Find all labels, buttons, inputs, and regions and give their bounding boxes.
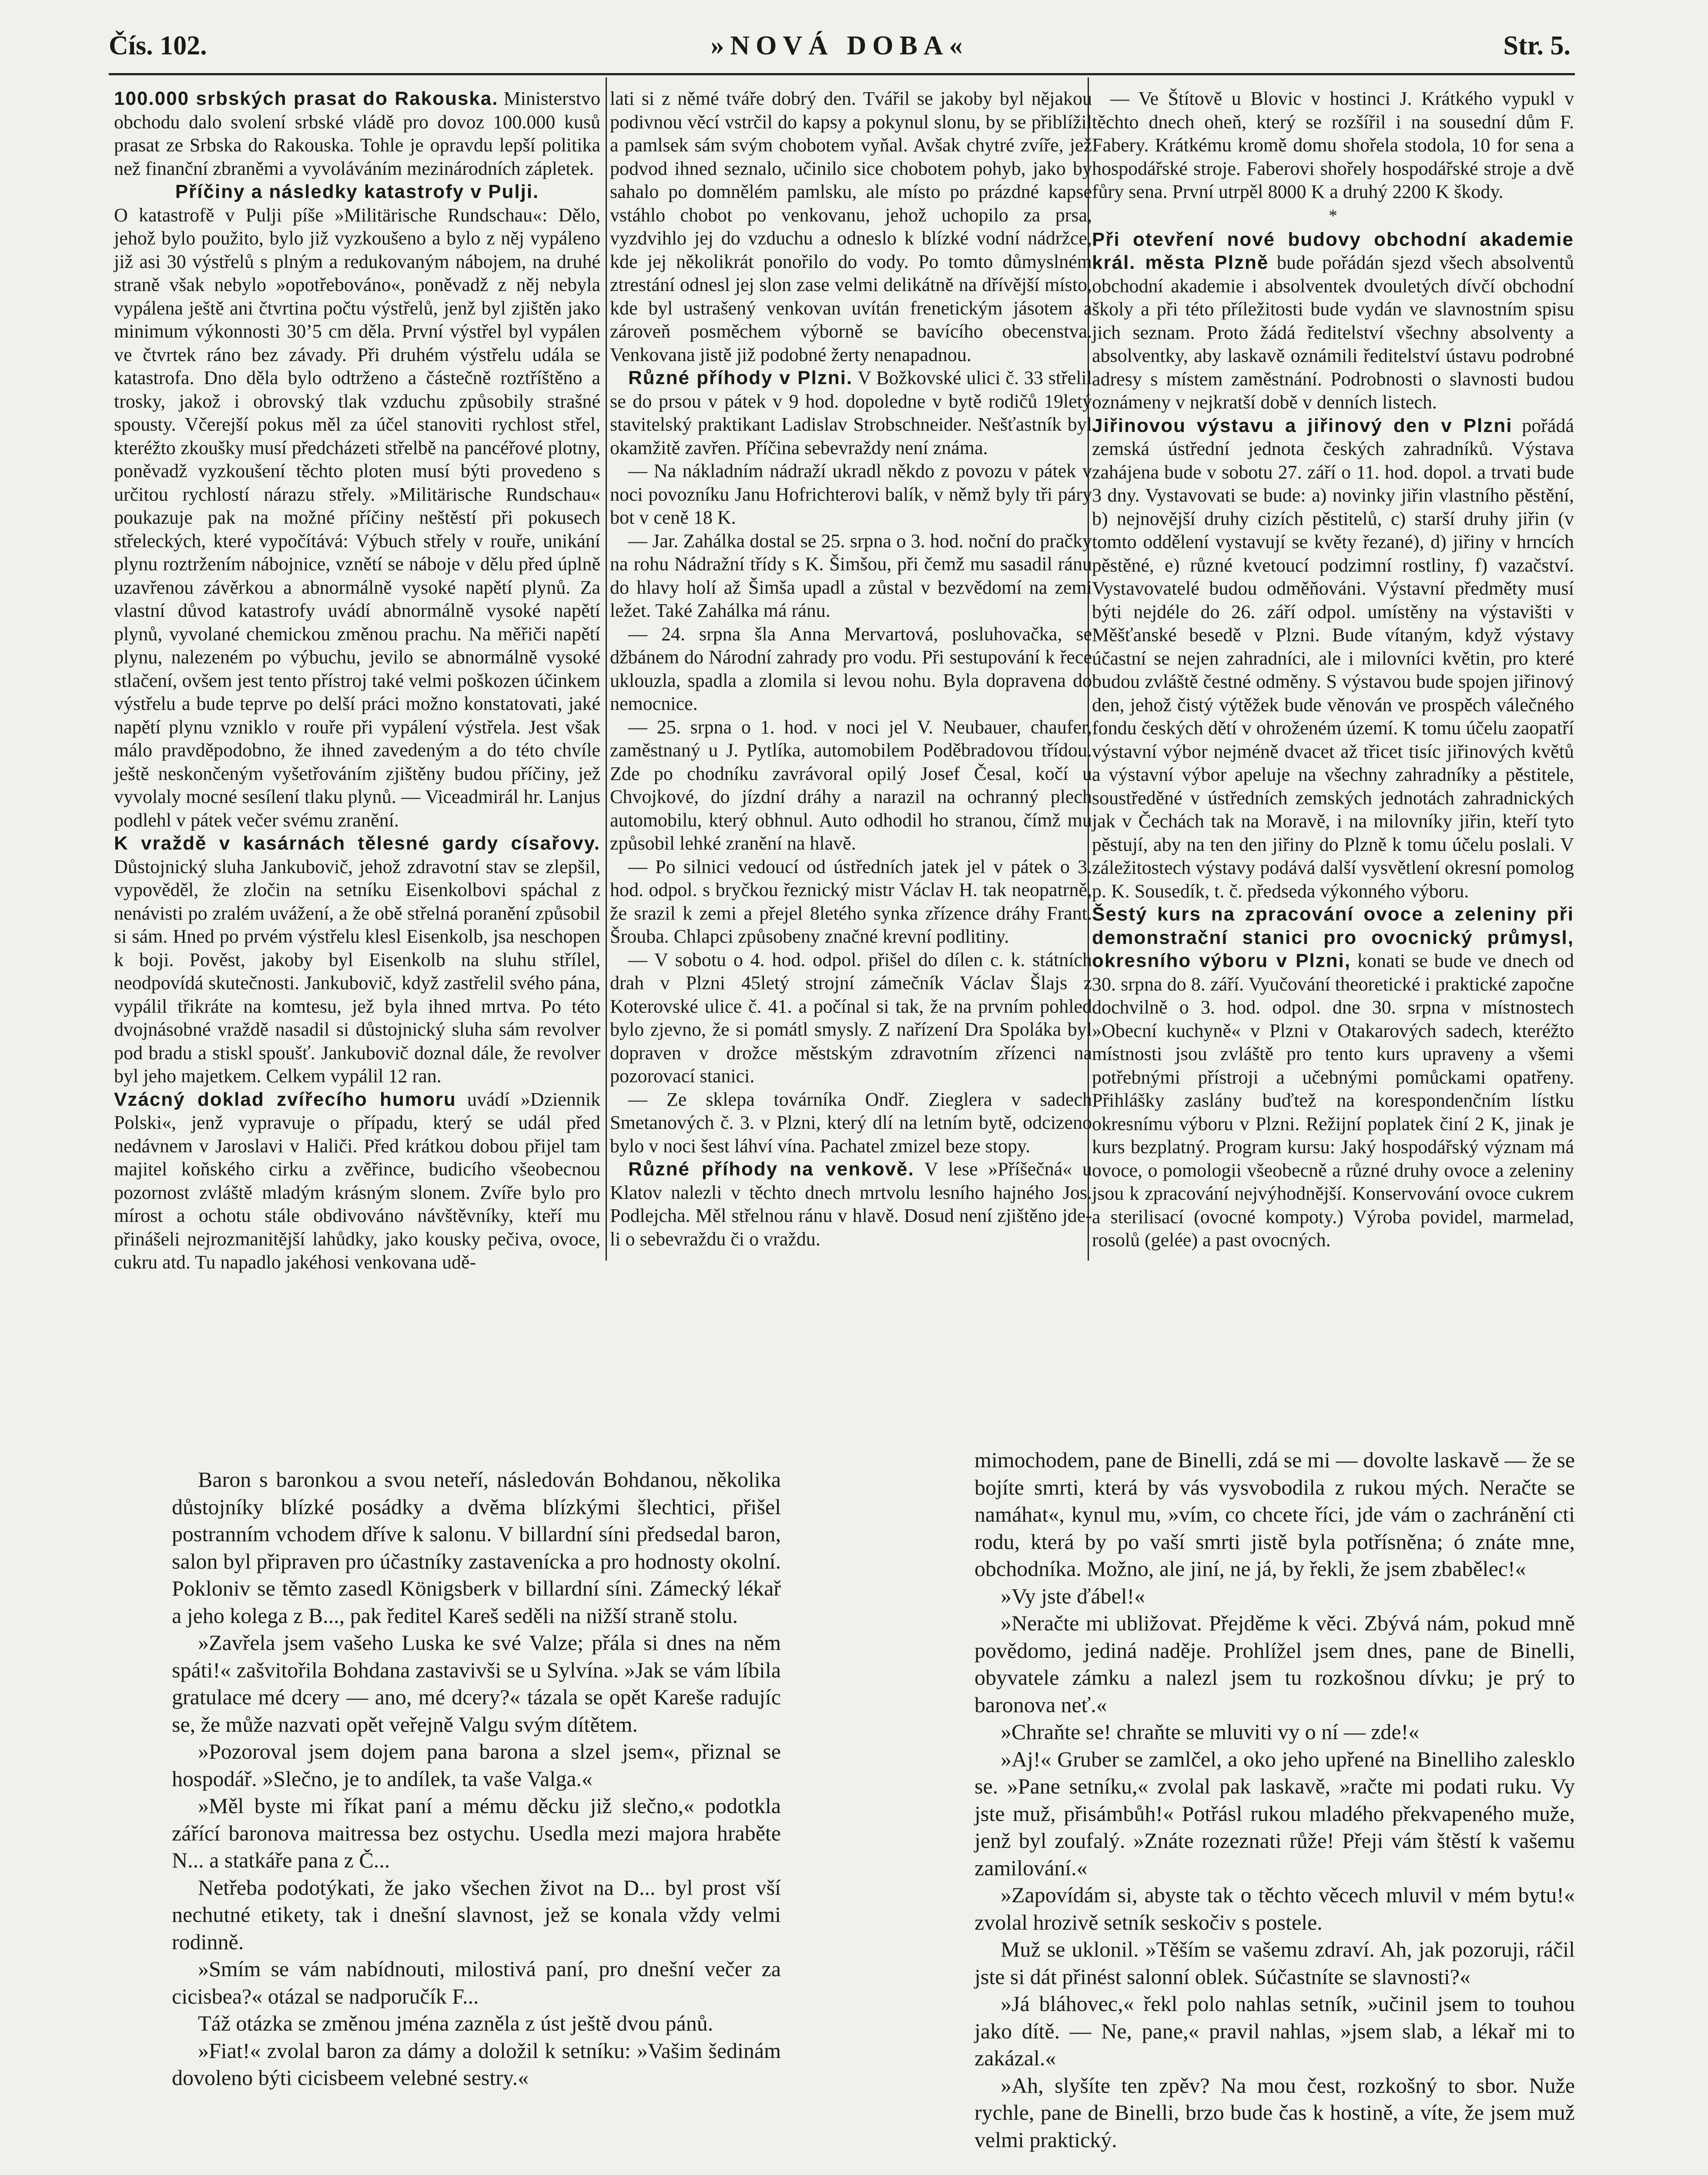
headline-text: Příčiny a následky katastrofy v Pulji. [175,181,539,202]
news-column-2 [610,87,1092,1251]
article-kurs-ovoce [1092,903,1574,1252]
novel-paragraph: Baron s baronkou a svou neteří, následován Bohdanou, několika důstojníky blízké posádky a dvěma blízkými šlechtici, přišel postranním vchodem dříve k salonu. V billardní síni předsedal baron, salon byl připraven pro účastníky zastavenícka a pro hodnosty okolní. Pokloniv se těmto zasedl Königsberk v billardní síni. Zámecký lékař a jeho kolega z B..., pak ředitel Kareš seděli na nižší straně stolu. [172,1467,781,1628]
news-item: — Ze sklepa továrníka Ondř. Zieglera v sadech Smetanových č. 3. v Plzni, který dlí na letním bytě, odcizeno bylo v noci šest láhví vína. Pachatel zmizel beze stopy. [610,1088,1092,1157]
article-katastrofa-pulj: O katastrofě v Pulji píše »Militärische Rundschau«: Dělo, jehož bylo použito, bylo již vyzkoušeno a bylo z něj vypáleno již asi 30 výstřelů s plným a redukovaným nábojem, na druhé straně však nebylo »opotřebováno«, poněvadž z něj nebyla vypálena ještě ani čtvrtina počtu výstřelů, jenž byl zjištěn jako minimum výkonnosti 30’5 cm děla. První výstřel byl vypálen ve čtvrtek ráno bez závady. Při druhém výstřelu udála se katastrofa. Dno děla bylo odtrženo a částečně roztříštěno a trosky, jakož i obrovský tlak vzduchu způsobily strašné spousty. Včerejší pokus měl za účel stanoviti rychlost střel, kteréžto zkoušky musí předcházeti střelbě na pancéřové plotny, poněvadž vyzkoušení těchto ploten musí býti provedeno s určitou rychlostí nárazu střely. »Militärische Rundschau« poukazuje pak na možné příčiny neštěstí při pokusech střeleckých, které vypočítává: Výbuch střely v rouře, unikání plynu roztržením nábojnice, vznětí se náboje v dělu před úplně uzavřenou závěrkou a abnormálně vysoké napětí plynů. Za vlastní důvod katastrofy uvádí abnormálně vysoké napětí plynů, vyvolané chemickou změnou prachu. Na měřiči napětí plynu, nalezeném po výbuchu, jevilo se abnormálně vysoké stlačení, ovšem jest tento přístroj také velmi poškozen účinkem výstřelu a bude teprve po delší práci možno konstatovati, jaké napětí plynu vzniklo v rouře při vypálení výstřela. Jest však málo pravděpodobno, že ihned zavedeným a do této chvíle ještě neskončeným vyšetřováním zjištěny budou příčiny, jež vyvolaly mocné sesílení tlaku plynů. — Viceadmirál hr. Lanjus podlehl v pátek večer svému zranění. [114,204,600,831]
headline-vrazda-kasarny: K vraždě v kasárnách tělesné gardy císařovy. [114,833,600,854]
article-text: bude pořádán sjezd všech absolventů obchodní akademie i absolventek dvouletých dívčí obchodní školy a při této příležitosti bude vydán ve slavnostním spisu jich seznam. Proto žádá ředitelství všechny absolventy a absolventky, aby laskavě oznámili ředitelství ústavu podrobné adresy s místem zaměstnání. Podrobnosti o slavnosti budou oznámeny v nejkratší době v denních listech. [1092,252,1574,413]
article-prihody-plzen [610,366,1092,459]
news-item: — 25. srpna o 1. hod. v noci jel V. Neubauer, chaufer, zaměstnaný u J. Pytlíka, automobilem Poděbradovou třídou. Zde po chodníku zavrávoral opilý Josef Česal, kočí u Chvojkové, do jízdní dráhy a narazil na ochranný plech automobilu, který obhnul. Auto odhodil ho stranou, čímž mu způsobil lehké zranění na hlavě. [610,716,1092,854]
headline-prihody-plzen: Různé příhody v Plzni. [628,367,853,388]
news-item: — 24. srpna šla Anna Mervartová, posluhovačka, se džbánem do Národní zahrady pro vodu. Při sestupování k řece uklouzla, spadla a zlomila si levou nohu. Byla dopravena do nemocnice. [610,623,1092,714]
newspaper-title: »NOVÁ DOBA« [710,31,969,60]
page-number: Str. 5. [1503,31,1571,60]
headline-zvireci-humor: Vzácný doklad zvířecího humoru [114,1088,456,1110]
article-zvireci-humor [114,1088,600,1274]
headline-srbska-prasata: 100.000 srbských prasat do Rakouska. [114,88,499,109]
article-obchodni-akademie [1092,228,1574,414]
news-column-3 [1092,87,1574,1252]
headline-kurs-ovoce: Šestý kurs na zpracování ovoce a zeleniny při demonstrační stanici pro ovocnický průmysl, okresního výboru v Plzni, [1092,903,1574,971]
novel-paragraph: »Vy jste ďábel!« [1001,1583,1145,1608]
article-text: Důstojnický sluha Jankubovič, jehož zdravotní stav se zlepšil, vypověděl, že zločin na setníku Eisenkolbovi spáchal z nenávisti po zralém uvážení, a že obě střelná poranění způsobil si sám. Hned po prvém výstřelu klesl Eisenkolb, jsa neschopen k boji. Pověst, jakoby byl Eisenkolb na sluhu střílel, neodpovídá skutečnosti. Jankubovič, když zastřelil svého pána, vypálil třikráte na komtesu, jež byla ihned mrtva. Po této dvojnásobné vraždě nasadil si důstojnický sluha sám revolver pod bradu a stiskl spoušť. Jankubovič doznal dále, že revolver byl jeho majetkem. Celkem vypálil 12 ran. [114,856,600,1087]
novel-paragraph: »Ah, slyšíte ten zpěv? Na mou čest, rozkošný to sbor. Nuže rychle, pane de Binelli, brzo bude čas k hostině, a víte, že jsem muž velmi praktický. [975,2073,1575,2152]
news-column-1 [114,87,600,1274]
novel-paragraph: »Smím se vám nabídnouti, milostivá paní, pro dnešní večer za cicisbea?« otázal se nadporučík F... [172,1957,781,2008]
novel-paragraph: Muž se uklonil. »Těším se vašemu zdraví. Ah, jak pozoruji, ráčil jste si dát přinést salonní oblek. Súčastníte se slavnosti?« [975,1937,1575,1989]
article-text: konati se bude ve dnech od 30. srpna do 8. září. Vyučování theoretické i praktické započne dochvilně o 3. hod. odpol. dne 30. srpna v místnostech »Obecní kuchyně« v Plzni v Otakarových sadech, kteréžto místnosti jsou zvláště pro tento kurs upraveny a všemi potřebnými přístroji a učebnými pomůckami opatřeny. Přihlášky zaslány buďtež na korespondenčním lístku okresnímu výboru v Plzni. Režijní poplatek činí 2 K, jinak je kurs bezplatný. Program kursu: Jaký hospodářský význam má ovoce, o pomologii všeobecně a různé druhy ovoce a zeleniny jsou k zpracování nejvýhodnější. Konservování ovoce cukrem a sterilisací (ovocné kompoty.) Výroba povidel, marmelad, rosolů (gelée) a past ovocných. [1092,950,1574,1251]
feuilleton-right-page [975,1446,1575,2153]
novel-paragraph: »Neračte mi ubližovat. Přejděme k věci. Zbývá nám, pokud mně povědomo, jediná naděje. Prohlížel jsem dnes, pane de Binelli, obyvatele zámku a nalezl jsem tu rozkošnou dívku; je prý to baronova neť.« [975,1611,1575,1717]
novel-paragraph: »Fiat!« zvolal baron za dámy a doložil k setníku: »Vašim šedinám dovoleno býti cicisbeem velebné sestry.« [172,2038,781,2090]
issue-number: Čís. 102. [109,31,207,60]
article-text: V Božkovské ulici č. 33 střelil se do prsou v pátek v 9 hod. dopoledne v bytě rodičů 19letý stavitelský praktikant Ladislav Strobschneider. Nešťastník byl okamžitě zavřen. Příčina sebevraždy není známa. [610,367,1092,458]
masthead [109,30,1571,72]
article-jirinova-vystava [1092,414,1574,903]
column-rule-1 [606,77,607,1261]
article-zvireci-humor-cont: lati si z němé tváře dobrý den. Tvářil se jakoby byl nějakou podivnou věcí vstrčil do kapsy a pokynul slonu, by se přiblížil a pamlsek sám svým chobotem vyňal. Avšak chytré zvíře, jež podvod ihned seznalo, učinilo sice chobotem pohyb, jako by sahalo po domnělém pamlsku, ale místo po prázdné kapse vstáhlo chobot po venkovanu, jehož uchopilo za prsa, vyzdvihlo jej do vzduchu a odneslo k blízké vodní nádržce, kde jej několikrát ponořilo do vody. Po tomto důmyslném ztrestání odnesl jej slon zase velmi delikátně na dřívější místo, kde byl ustrašený venkovan uvítán frenetickým jásotem a zároveň posměchem výborně se bavícího obecenstva. Venkovana jistě již podobné žerty nenapadnou. [610,88,1092,365]
news-item: — Po silnici vedoucí od ústředních jatek jel v pátek o 3. hod. odpol. s bryčkou řeznický mistr Václav H. tak neopatrně, že srazil k zemi a přejel 8letého synka zřízence dráhy Frant. Šrouba. Chlapci způsobeny značné krevní podlitiny. [610,856,1092,947]
novel-paragraph: »Měl byste mi říkat paní a mému děcku již slečno,« podotkla zářící baronova maitressa bez ostychu. Usedla mezi majora hraběte N... a statkáře pana z Č... [172,1794,781,1872]
article-srbska-prasata [114,87,600,180]
novel-paragraph: »Já bláhovec,« řekl polo nahlas setník, »učinil jsem to touhou jako dítě. — Ne, pane,« pravil nahlas, »jsem slab, a lékař mi to zakázal.« [975,1991,1575,2070]
news-item: — Jar. Zahálka dostal se 25. srpna o 3. hod. noční do pračky na rohu Nádražní třídy s K. Šimšou, při čemž mu sasadil ránu do hlavy holí až Šimša upadl a zůstal v bezvědomí na zemi ležet. Také Zahálka má ránu. [610,530,1092,621]
novel-paragraph: »Chraňte se! chraňte se mluviti vy o ní — zde!« [1001,1720,1420,1744]
novel-paragraph: »Pozoroval jsem dojem pana barona a slzel jsem«, přiznal se hospodář. »Slečno, je to andílek, ta vaše Valga.« [172,1739,781,1791]
article-vrazda-kasarny [114,832,600,1088]
headline-prihody-venkov: Různé příhody na venkově. [628,1158,914,1180]
news-item: — Na nákladním nádraží ukradl někdo z povozu v pátek v noci povozníku Janu Hofrichterovi balík, v němž byly tři páry bot v ceně 18 K. [610,460,1092,528]
novel-paragraph: »Aj!« Gruber se zamlčel, a oko jeho upřené na Binelliho zalesklo se. »Pane setníku,« zvolal pak laskavě, »račte mi podati ruku. Vy jste muž, přisámbůh!« Potřásl rukou mladého překvapeného muže, jenž byl zoufalý. »Znáte rozeznati růže! Přeji vám štěstí k vašemu zamilování.« [975,1747,1575,1880]
article-text: Ministerstvo obchodu dalo svolení srbské vládě pro dovoz 100.000 kusů prasat ze Srbska do Rakouska. Tohle je opravdu lepší politika než finanční zbraněmi a vyvoláváním mezinárodních zápletek. [114,88,601,179]
novel-paragraph: Netřeba podotýkati, že jako všechen život na D... byl prost vší nechutné etikety, tak i dnešní slavnost, jež se konala vždy velmi rodinně. [172,1875,781,1954]
headline-katastrofa-pulj [114,180,600,204]
novel-paragraph: Táž otázka se změnou jména zazněla z úst ještě dvou pánů. [198,2011,713,2035]
novel-paragraph: mimochodem, pane de Binelli, zdá se mi — dovolte laskavě — že se bojíte smrti, která by vás vysvobodila z rukou mých. Neračte se namáhat«, kynul mu, »vím, co chcete říci, jde vám o zachránění cti rodu, která by po vaší smrti jistě byla potřísněna; ó znáte mne, obchodníka. Možno, ale jiní, ne já, by řekli, že jsem zbabělec!« [975,1448,1575,1581]
article-text: V lese »Příšečná« u Klatov nalezli v těchto dnech mrtvolu lesního hajného Jos. Podlejcha. Měl střelnou ránu v hlavě. Dosud není zjištěno jde-li o sebevraždu či o vraždu. [610,1158,1092,1250]
separator: * [1329,205,1337,225]
feuilleton-left-page [172,1466,781,2091]
article-text: pořádá zemská ústřední jednota českých zahradníků. Výstava zahájena bude v sobotu 27. září o 11. hod. dopol. a trvati bude 3 dny. Vystavovati se bude: a) novinky jiřin vlastního pěstění, b) nejnovější druhy cizích pěstitelů, c) starší druhy jiřin (v tomto oddělení vystavují se květy řezané), d) jiřiny v hrncích pěstěné, e) různé kvetoucí podzimní rostliny, f) vazačství. Vystavovatelé budou odměňováni. Výstavní předměty musí býti nejdéle do 26. září odpol. umístěny na výstavišti v Měšťanské besedě v Plzni. Bude vítaným, když výstavy účastní se nejen zahradníci, ale i milovníci květin, pro které budou zvláště čestné odměny. S výstavou bude spojen jiřinový den, jehož čistý výtěžek bude věnován ve prospěch válečného fondu českých dětí v ohroženém území. K tomu účelu zaopatří výstavní výbor nejméně dvacet až třicet tisíc jiřinových květů a výstavní výbor apeluje na všechny zahradníky a pěstitele, soustředěné v ústředních zemských jednotách zahradnických jak v Čechách tak na Moravě, i na milovníky jiřin, kteří tyto pěstují, aby na ten den jiřiny do Plzně k tomu účelu poslali. V záležitostech výstavy podává další vysvětlení okresní pomolog p. K. Sousedík, t. č. předseda výkonného výboru. [1092,415,1574,902]
headline-jirinova-vystava: Jiřinovou výstavu a jiřinový den v Plzni [1092,415,1513,436]
novel-paragraph: »Zapovídám si, abyste tak o těchto věcech mluvil v mém bytu!« zvolal hrozivě setník seskočiv s postele. [975,1883,1575,1934]
article-prihody-venkov [610,1158,1092,1251]
news-item: — Ve Štítově u Blovic v hostinci J. Krátkého vypukl v těchto dnech oheň, který se rozšířil i na sousední dům F. Fabery. Krátkému kromě domu shořela stodola, 10 for sena a hospodářské stroje. Faberovi shořely hospodářské stroje a dvě fůry sena. První utrpěl 8000 K a druhý 2200 K škody. [1092,88,1574,202]
article-text: uvádí »Dziennik Polski«, jenž vypravuje o případu, který se udál před nedávnem v Jaroslavi v Haliči. Před krátkou dobou přijel tam majitel koňského cirku a zvěřince, budicího všeobecnou pozornost zvláště mladým krásným slonem. Zvíře bylo pro mírost a ochotu stále obdivováno návštěvníky, kteří mu přinášeli nejrozmanitější lahůdky, jako kousky pečiva, ovoce, cukru atd. Tu napadlo jakéhosi venkovana udě- [114,1088,600,1273]
novel-paragraph: »Zavřela jsem vašeho Luska ke své Valze; přála si dnes na něm spáti!« zašvitořila Bohdana zastavivši se u Sylvína. »Jak se vám líbila gratulace mé dcery — ano, mé dcery?« tázala se opět Kareše radujíc se, že může nazvati opět veřejně Valgu svým dítětem. [172,1630,781,1737]
headline-obchodni-akademie: Při otevření nové budovy obchodní akademie král. města Plzně [1092,228,1574,273]
masthead-rule [109,73,1575,75]
news-item: — V sobotu o 4. hod. odpol. přišel do dílen c. k. státních drah v Plzni 45letý strojní zámečník Václav Šlajs z Koterovské ulice č. 41. a počínal si tak, že na prvním pohled bylo zjevno, že si pomátl smysly. Z nařízení Dra Spoláka byl dopraven v drožce městským zdravotním zřízenci na pozorovací stanici. [610,949,1092,1087]
